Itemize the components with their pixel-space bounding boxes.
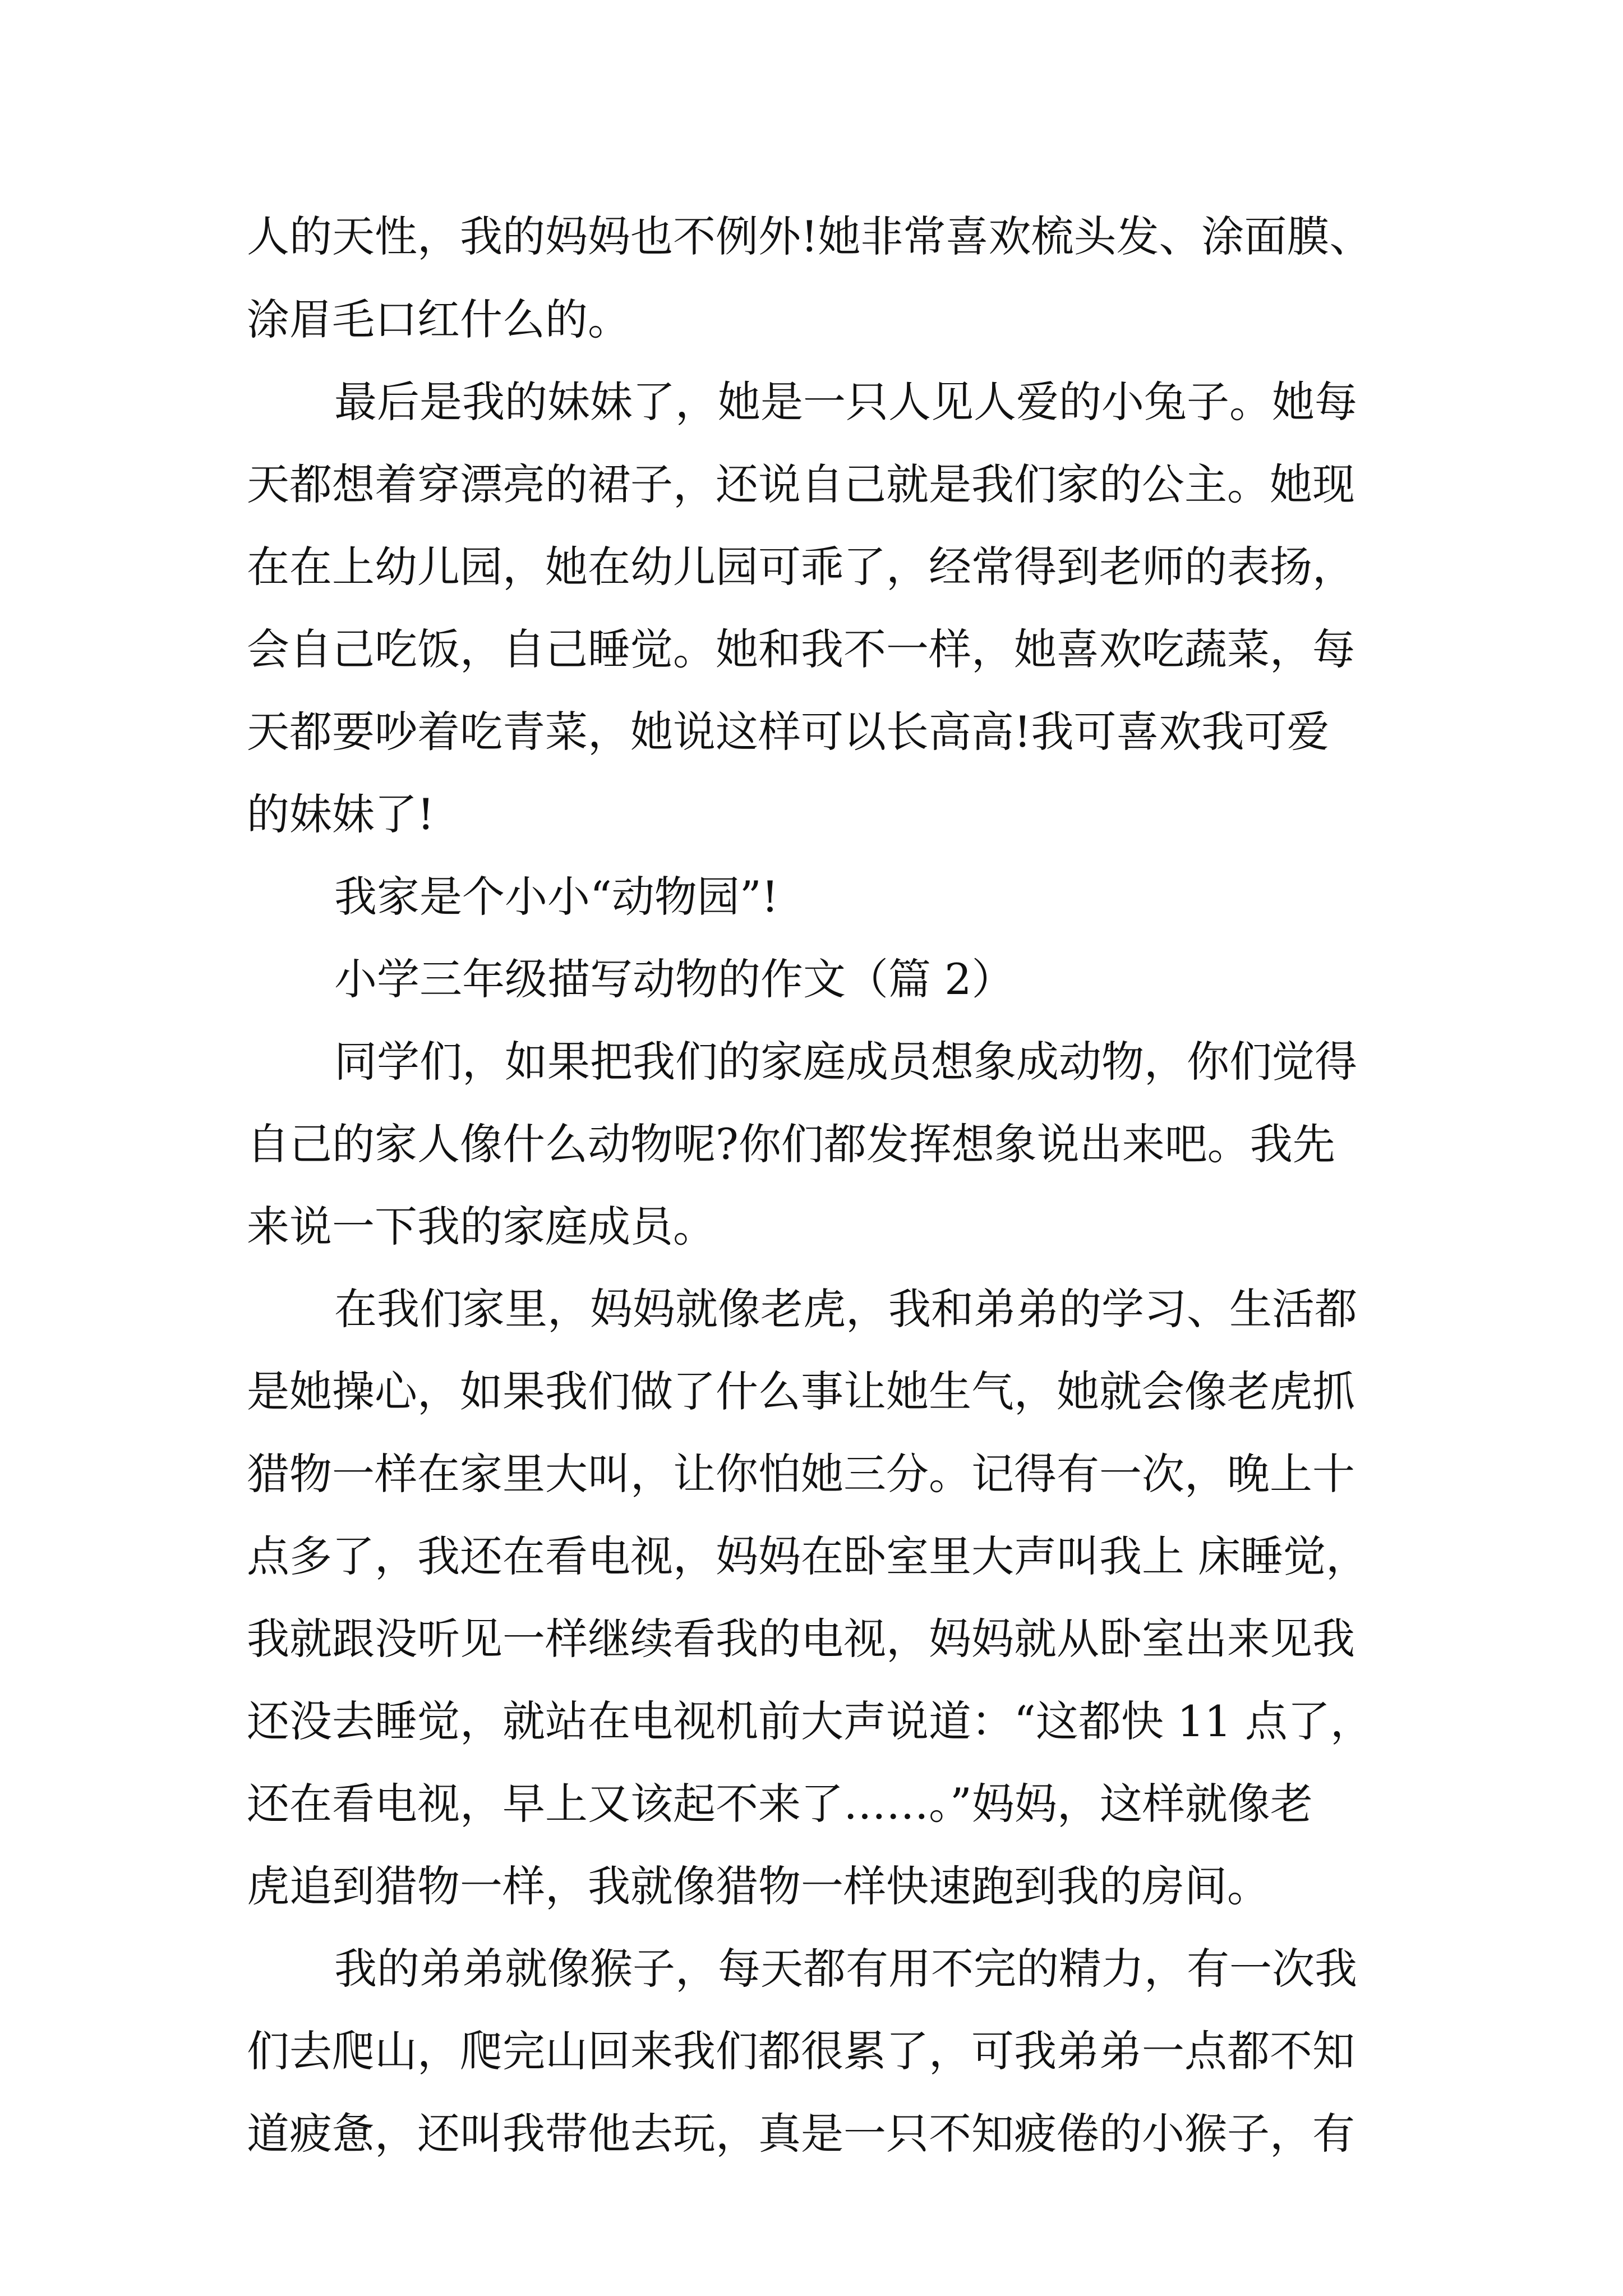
text-line: 猎物一样在家里大叫，让你怕她三分。记得有一次，晚上十 (247, 1449, 1355, 1499)
text-line: 涂眉毛口红什么的。 (247, 295, 630, 344)
text-line: 会自己吃饭，自己睡觉。她和我不一样，她喜欢吃蔬菜，每 (247, 624, 1355, 674)
text-line: 我就跟没听见一样继续看我的电视，妈妈就从卧室出来见我 (247, 1614, 1355, 1664)
text-line: 天都要吵着吃青菜，她说这样可以长高高!我可喜欢我可爱 (247, 707, 1330, 757)
text-line: 还没去睡觉，就站在电视机前大声说道：“这都快 11 点了， (247, 1696, 1373, 1746)
paragraph-start-line: 最后是我的妹妹了，她是一只人见人爱的小兔子。她每 (334, 377, 1357, 427)
text-line: 自己的家人像什么动物呢?你们都发挥想象说出来吧。我先 (247, 1119, 1335, 1169)
text-line: 的妹妹了! (247, 789, 435, 839)
text-line: 来说一下我的家庭成员。 (247, 1202, 716, 1251)
paragraph-start-line: 同学们，如果把我们的家庭成员想象成动物，你们觉得 (334, 1037, 1357, 1087)
paragraph-start-line: 我的弟弟就像猴子，每天都有用不完的精力，有一次我 (334, 1944, 1357, 1994)
paragraph-start-line: 我家是个小小“动物园”! (334, 872, 779, 922)
text-line: 们去爬山，爬完山回来我们都很累了，可我弟弟一点都不知 (247, 2026, 1355, 2076)
paragraph-start-line: 在我们家里，妈妈就像老虎，我和弟弟的学习、生活都 (334, 1284, 1357, 1334)
text-line: 还在看电视，早上又该起不来了……。”妈妈，这样就像老 (247, 1779, 1313, 1829)
text-line: 虎追到猎物一样，我就像猎物一样快速跑到我的房间。 (247, 1861, 1270, 1911)
text-line: 在在上幼儿园，她在幼儿园可乖了，经常得到老师的表扬， (247, 542, 1355, 592)
text-line: 天都想着穿漂亮的裙子，还说自己就是我们家的公主。她现 (247, 459, 1355, 509)
text-line: 道疲惫，还叫我带他去玩，真是一只不知疲倦的小猴子，有 (247, 2109, 1355, 2159)
text-line: 点多了，我还在看电视，妈妈在卧室里大声叫我上 床睡觉， (247, 1531, 1369, 1581)
text-line: 人的天性，我的妈妈也不例外!她非常喜欢梳头发、涂面膜、 (247, 211, 1372, 261)
text-line: 是她操心，如果我们做了什么事让她生气，她就会像老虎抓 (247, 1366, 1355, 1416)
section-heading: 小学三年级描写动物的作文（篇 2） (334, 954, 1015, 1004)
